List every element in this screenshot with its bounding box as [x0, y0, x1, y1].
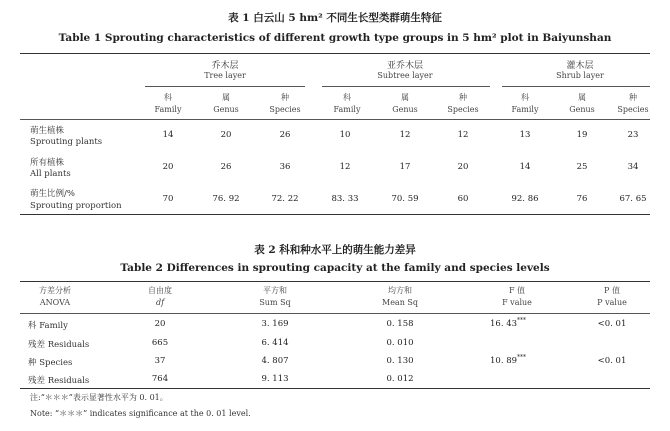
table1-cell: 20 [220, 130, 232, 140]
table1-cell: 19 [576, 130, 588, 140]
subcol-species-cn: 种 [629, 93, 637, 102]
table1-cell: 25 [576, 162, 588, 172]
table2-caption-cn: 表 2 科和种水平上的萌生能力差异 [254, 244, 416, 256]
table1-caption-en: Table 1 Sprouting characteristics of different growth type groups in 5 hm² plot in Baiyunshan [58, 32, 612, 44]
sumsq-cell: 9. 113 [261, 374, 289, 384]
group-subtree-cn: 亚乔木层 [386, 61, 424, 71]
group-shrub-cn: 灌木层 [566, 61, 594, 71]
sumsq-cell: 6. 414 [261, 338, 289, 348]
table2-caption-en: Table 2 Differences in sprouting capacity at the family and species levels [120, 262, 550, 274]
table1-caption-cn: 表 1 白云山 5 hm² 不同生长型类群萌生特征 [228, 12, 442, 24]
table1-cell: 34 [627, 162, 639, 172]
meansq-cell: 0. 130 [386, 356, 414, 366]
anova-header-cn: 方差分析 [39, 286, 71, 295]
subcol-species-cn: 种 [281, 93, 289, 102]
anova-row-label: 残差 Residuals [28, 376, 90, 386]
table1-cell: 60 [457, 194, 469, 204]
df-cell: 764 [151, 374, 169, 384]
p-cell: <0. 01 [597, 319, 627, 329]
table1-cell: 13 [519, 130, 531, 140]
sumsq-header-en: Sum Sq [259, 298, 291, 307]
row-label-en: All plants [30, 169, 71, 179]
subcol-family-en: Family [333, 105, 361, 114]
anova-row-label: 科 Family [28, 321, 68, 331]
row-label-en: Sprouting plants [30, 137, 103, 147]
table1-cell: 92. 86 [511, 194, 539, 204]
subcol-family-cn: 科 [164, 93, 172, 102]
table1-cell: 70. 59 [391, 194, 419, 204]
table1-header-rule [20, 119, 650, 120]
table1-cell: 70 [162, 194, 174, 204]
table1-top-rule [20, 53, 650, 54]
df-cell: 20 [154, 319, 166, 329]
table1-cell: 26 [220, 162, 232, 172]
f-cell: 16. 43*** [490, 317, 527, 329]
table1-cell: 14 [162, 130, 174, 140]
subcol-species-cn: 种 [459, 93, 467, 102]
p-cell: <0. 01 [597, 356, 627, 366]
meansq-cell: 0. 158 [386, 319, 414, 329]
table1-cell: 14 [519, 162, 531, 172]
f-cell: 10. 89*** [490, 354, 527, 366]
df-header-cn: 自由度 [148, 286, 172, 295]
subcol-genus-cn: 属 [578, 93, 586, 102]
meansq-header-en: Mean Sq [382, 298, 418, 307]
subcol-family-cn: 科 [521, 93, 529, 102]
subcol-family-en: Family [154, 105, 182, 114]
df-header-en: df [155, 298, 165, 307]
table1-cell: 20 [457, 162, 469, 172]
table1-cell: 12 [399, 130, 411, 140]
group-tree-rule [145, 86, 305, 87]
f-header-cn: F 值 [508, 286, 526, 295]
table1-cell: 12 [457, 130, 469, 140]
subcol-genus-en: Genus [569, 105, 595, 114]
df-cell: 665 [151, 338, 169, 348]
subcol-species-en: Species [269, 105, 301, 114]
subcol-genus-en: Genus [392, 105, 418, 114]
table1-cell: 12 [339, 162, 351, 172]
anova-row-label: 残差 Residuals [28, 340, 90, 350]
row-label-cn: 所有植株 [30, 158, 65, 168]
note-cn: 注:“＊＊＊”表示显著性水平为 0. 01。 [30, 393, 168, 402]
table1-cell: 72. 22 [271, 194, 299, 204]
subcol-family-cn: 科 [343, 93, 351, 102]
meansq-cell: 0. 010 [386, 338, 414, 348]
row-label-cn: 萌生植株 [30, 126, 65, 136]
group-subtree-en: Subtree layer [377, 71, 433, 80]
group-shrub-rule [502, 86, 650, 87]
p-header-en: P value [597, 298, 627, 307]
p-header-cn: P 值 [604, 286, 620, 295]
table2-top-rule [20, 281, 650, 282]
row-label-cn: 萌生比例/% [30, 189, 75, 199]
group-tree-cn: 乔木层 [211, 61, 239, 71]
subcol-species-en: Species [617, 105, 649, 114]
table1-cell: 76. 92 [212, 194, 240, 204]
table1-cell: 76 [576, 194, 588, 204]
meansq-cell: 0. 012 [386, 374, 414, 384]
table1-cell: 26 [279, 130, 291, 140]
df-cell: 37 [154, 356, 166, 366]
meansq-header-cn: 均方和 [388, 286, 412, 295]
subcol-genus-cn: 属 [401, 93, 409, 102]
significance-mark: *** [517, 354, 527, 361]
anova-row-label: 种 Species [28, 358, 73, 368]
group-shrub-en: Shrub layer [556, 71, 604, 80]
sumsq-cell: 4. 807 [261, 356, 289, 366]
f-header-en: F value [502, 298, 532, 307]
group-tree-en: Tree layer [204, 71, 246, 80]
subcol-genus-en: Genus [213, 105, 239, 114]
subcol-species-en: Species [447, 105, 479, 114]
table1-bottom-rule [20, 214, 650, 215]
table1-cell: 83. 33 [331, 194, 359, 204]
row-label-en: Sprouting proportion [30, 201, 122, 211]
table1-cell: 20 [162, 162, 174, 172]
subcol-family-en: Family [511, 105, 539, 114]
subcol-genus-cn: 属 [222, 93, 230, 102]
sumsq-header-cn: 平方和 [263, 286, 287, 295]
sumsq-cell: 3. 169 [261, 319, 289, 329]
note-en: Note: “＊＊＊” indicates significance at the 0. 01 level. [30, 409, 251, 418]
table1-cell: 10 [339, 130, 351, 140]
table1-cell: 67. 65 [619, 194, 647, 204]
anova-header-en: ANOVA [39, 298, 71, 307]
table1-cell: 36 [279, 162, 291, 172]
group-subtree-rule [322, 86, 490, 87]
table2-header-rule [20, 313, 650, 314]
significance-mark: *** [517, 317, 527, 324]
table1-cell: 23 [627, 130, 639, 140]
table2-bottom-rule [20, 388, 650, 389]
table1-cell: 17 [399, 162, 411, 172]
